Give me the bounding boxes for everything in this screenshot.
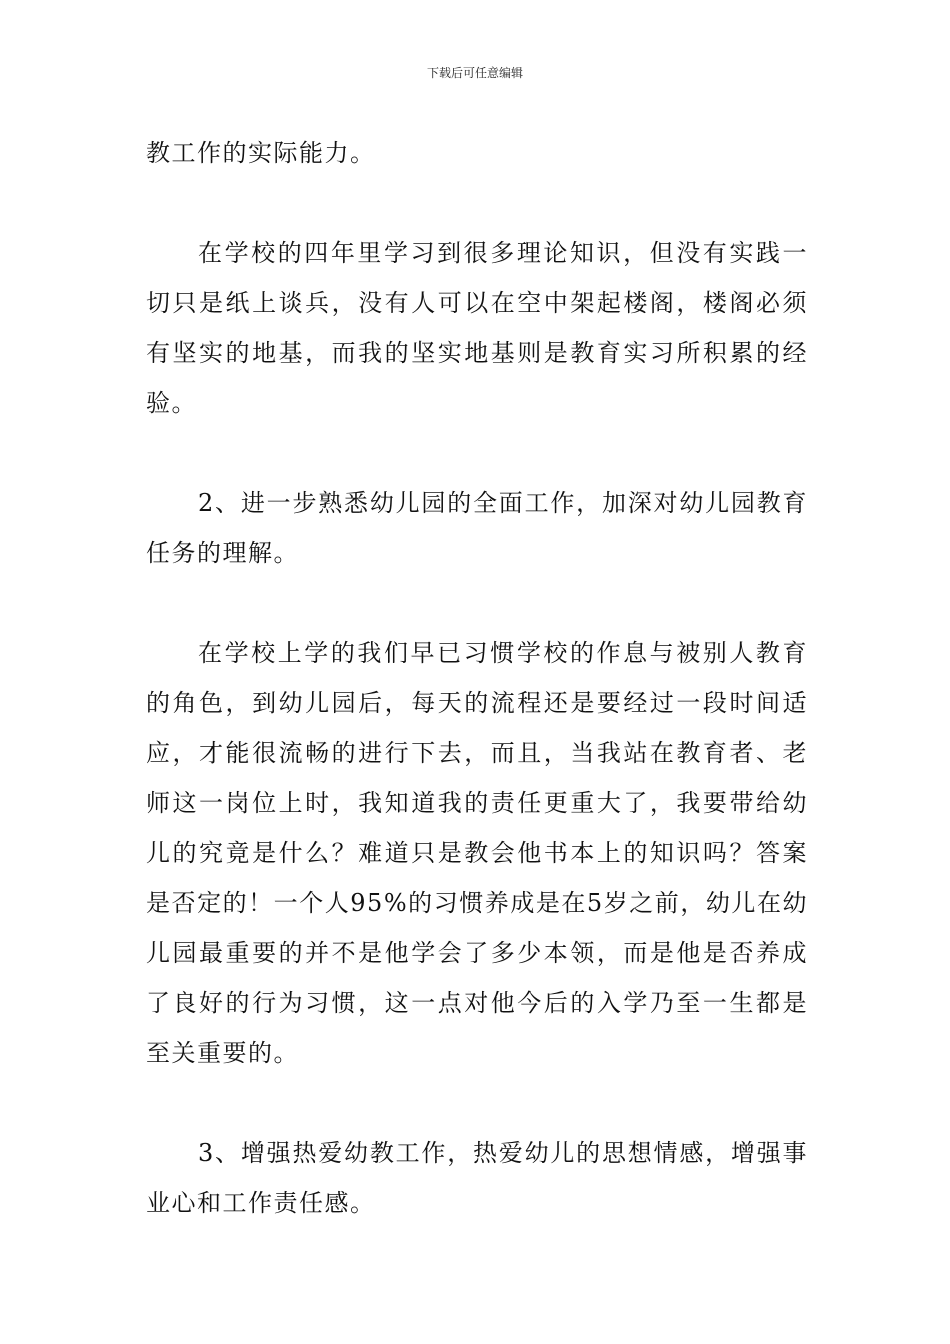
paragraph-continuation: 教工作的实际能力。 (146, 139, 376, 167)
page-header: 下载后可任意编辑 (426, 66, 523, 80)
paragraph-theory-practice: 在学校的四年里学习到很多理论知识，但没有实践一切只是纸上谈兵，没有人可以在空中架起楼阁，楼阁必须有坚实的地基，而我的坚实地基则是教育实习所积累的经验。 (146, 239, 808, 417)
paragraph-point-2: 2、进一步熟悉幼儿园的全面工作，加深对幼儿园教育任务的理解。 (146, 489, 808, 567)
paragraph-role-change: 在学校上学的我们早已习惯学校的作息与被别人教育的角色，到幼儿园后，每天的流程还是要经过一段时间适应，才能很流畅的进行下去，而且，当我站在教育者、老师这一岗位上时，我知道我的责任更重大了，我要带给幼儿的究竟是什么？难道只是教会他书本上的知识吗？答案是否定的！一个人95%的习惯养成是在5岁之前，幼儿在幼儿园最重要的并不是他学会了多少本领，而是他是否养成了良好的行为习惯，这一点对他今后的入学乃至一生都是至关重要的。 (146, 639, 808, 1067)
document-body (146, 128, 808, 1228)
paragraph-point-3: 3、增强热爱幼教工作，热爱幼儿的思想情感，增强事业心和工作责任感。 (146, 1139, 808, 1217)
